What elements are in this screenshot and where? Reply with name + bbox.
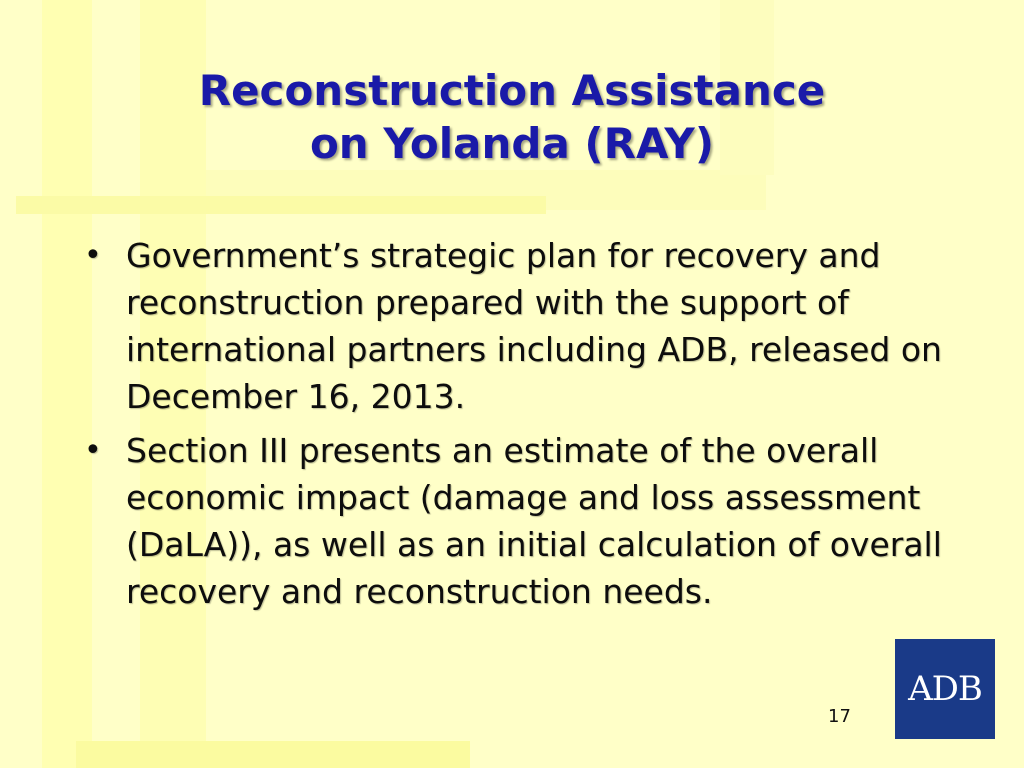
adb-logo-text: ADB [908, 669, 982, 709]
bullet-list [84, 232, 964, 622]
background-band [76, 741, 470, 768]
background-band [16, 196, 546, 214]
bullet-text: Section III presents an estimate of the overall economic impact (damage and loss assessment (DaLA)), as well as an initial calculation of overall recovery and reconstruction needs. [126, 431, 942, 611]
page-number: 17 [828, 706, 851, 727]
bullet-icon: • [84, 433, 102, 468]
bullet-text: Government’s strategic plan for recovery and reconstruction prepared with the support of international partners including ADB, released on December 16, 2013. [126, 236, 942, 416]
slide-title-line-1: Reconstruction Assistance [198, 66, 826, 115]
bullet-item [84, 232, 964, 420]
slide-title [60, 64, 964, 170]
bullet-item [84, 427, 964, 615]
bullet-icon: • [84, 238, 102, 273]
adb-logo [895, 639, 995, 739]
slide-title-line-2: on Yolanda (RAY) [309, 119, 715, 168]
